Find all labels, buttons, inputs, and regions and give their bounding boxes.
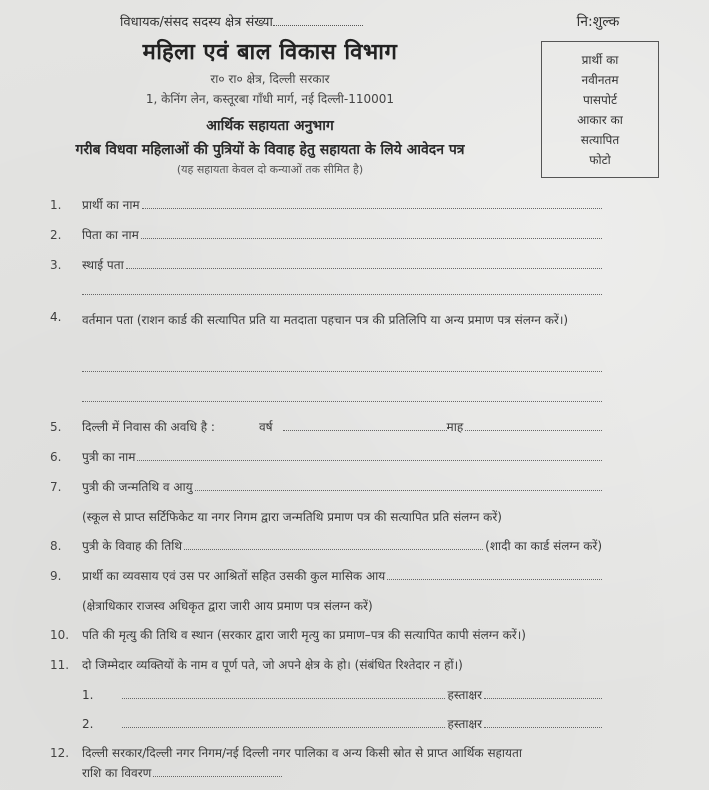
person-1-details-input[interactable]	[122, 687, 445, 699]
form-title: गरीब विधवा महिलाओं की पुत्रियों के विवाह हेतु सहायता के लिये आवेदन पत्र	[75, 142, 465, 158]
department-address: 1, केनिंग लेन, कस्तूरबा गाँधी मार्ग, नई दिल्ली-110001	[145, 92, 395, 106]
daughter-name-input[interactable]	[137, 449, 602, 461]
responsible-person-1	[82, 686, 602, 706]
government-name: रा० रा० क्षेत्र, दिल्ली सरकार	[210, 72, 330, 86]
field-number: 8.	[50, 539, 62, 553]
field-current-address	[50, 310, 610, 330]
field-other-assistance-line2	[82, 764, 282, 784]
field-applicant-name	[50, 196, 602, 216]
photo-box[interactable]	[541, 41, 659, 178]
permanent-address-input[interactable]	[126, 257, 602, 269]
field-label: दो जिम्मेदार व्यक्तियों के नाम व पूर्ण पते, जो अपने क्षेत्र के हो। (संबंधित रिश्तेदार न हों।)	[82, 658, 463, 672]
field-label: स्थाई पता	[82, 258, 124, 272]
photo-box-line: पासपोर्ट	[582, 93, 617, 107]
field-responsible-persons	[50, 656, 620, 676]
field-other-assistance	[50, 744, 620, 764]
constituency-number-field[interactable]	[120, 12, 420, 30]
person-1-signature-input[interactable]	[484, 687, 602, 699]
daughter-dob-age-input[interactable]	[195, 479, 602, 491]
field-delhi-residence-duration	[50, 418, 602, 438]
field-8-suffix: (शादी का कार्ड संलग्न करें)	[485, 539, 602, 553]
marriage-date-input[interactable]	[184, 538, 483, 550]
person-2-details-input[interactable]	[122, 716, 445, 728]
responsible-person-2	[82, 715, 602, 735]
other-assistance-input[interactable]	[153, 765, 282, 777]
field-number: 12.	[50, 746, 70, 760]
form-note: (यह सहायता केवल दो कन्याओं तक सीमित है)	[176, 163, 364, 176]
field-number: 7.	[50, 480, 62, 494]
field-label: पुत्री के विवाह की तिथि	[82, 539, 183, 553]
field-number: 9.	[50, 569, 62, 583]
field-occupation-income	[50, 567, 602, 587]
field-7-note: (स्कूल से प्राप्त सर्टिफिकेट या नगर निगम द्वारा जन्मतिथि प्रमाण पत्र की सत्यापित प्रति संलग्न करें)	[82, 510, 502, 524]
field-label: पिता का नाम	[82, 228, 139, 242]
occupation-income-input[interactable]	[387, 568, 602, 580]
field-number: 1.	[50, 198, 62, 212]
field-label: प्रार्थी का व्यवसाय एवं उस पर आश्रितों सहित उसकी कुल मासिक आय	[82, 569, 386, 583]
photo-box-line: नवीनतम	[581, 73, 619, 87]
months-label: माह	[446, 420, 464, 434]
field-number: 6.	[50, 450, 62, 464]
photo-box-line: प्रार्थी का	[581, 53, 619, 67]
person-number: 1.	[82, 688, 94, 702]
field-label: राशि का विवरण	[82, 766, 152, 780]
years-label: वर्ष	[258, 420, 273, 434]
field-label: दिल्ली सरकार/दिल्ली नगर निगम/नई दिल्ली नगर पालिका व अन्य किसी स्रोत से प्राप्त आर्थिक सहायता	[82, 746, 522, 760]
signature-label: हस्ताक्षर	[447, 688, 482, 702]
field-number: 2.	[50, 228, 62, 242]
signature-label: हस्ताक्षर	[447, 717, 482, 731]
free-of-cost-label: नि:शुल्क	[576, 14, 620, 30]
applicant-name-input[interactable]	[142, 197, 602, 209]
field-number: 3.	[50, 258, 62, 272]
person-2-signature-input[interactable]	[484, 716, 602, 728]
months-input[interactable]	[465, 419, 602, 431]
father-name-input[interactable]	[141, 227, 602, 239]
field-daughter-name	[50, 448, 602, 468]
field-number: 4.	[50, 310, 62, 324]
section-title: आर्थिक सहायता अनुभाग	[206, 118, 334, 134]
field-number: 11.	[50, 658, 70, 672]
person-number: 2.	[82, 717, 94, 731]
photo-box-line: आकार का	[577, 113, 623, 127]
field-husband-death	[50, 626, 620, 646]
photo-box-line: सत्यापित	[580, 133, 620, 147]
field-number: 5.	[50, 420, 62, 434]
permanent-address-input-line2[interactable]	[82, 293, 602, 295]
field-marriage-date	[50, 537, 602, 557]
field-label: वर्तमान पता (राशन कार्ड की सत्यापित प्रति या मतदाता पहचान पत्र की प्रतिलिपि या अन्य प्रमाण पत्र संलग्न करें।)	[82, 313, 569, 327]
field-label: दिल्ली में निवास की अवधि है :	[82, 420, 215, 434]
field-label: पुत्री का नाम	[82, 450, 136, 464]
field-label: पति की मृत्यु की तिथि व स्थान (सरकार द्वारा जारी मृत्यु का प्रमाण–पत्र की सत्यापित कापी संलग्न करें।)	[82, 628, 526, 642]
field-permanent-address	[50, 256, 602, 276]
constituency-label: विधायक/संसद सदस्य क्षेत्र संख्या	[120, 15, 273, 30]
years-input[interactable]	[283, 419, 447, 431]
field-father-name	[50, 226, 602, 246]
field-number: 10.	[50, 628, 70, 642]
field-9-note: (क्षेत्राधिकार राजस्व अधिकृत द्वारा जारी आय प्रमाण पत्र संलग्न करें)	[82, 599, 373, 613]
current-address-input-line1[interactable]	[82, 370, 602, 372]
department-title: महिला एवं बाल विकास विभाग	[142, 40, 398, 65]
photo-box-line: फोटो	[589, 153, 611, 167]
current-address-input-line2[interactable]	[82, 400, 602, 402]
constituency-number-input[interactable]	[273, 13, 363, 26]
field-label: पुत्री की जन्मतिथि व आयु	[82, 480, 193, 494]
field-label: प्रार्थी का नाम	[82, 198, 140, 212]
field-daughter-dob-age	[50, 478, 602, 498]
